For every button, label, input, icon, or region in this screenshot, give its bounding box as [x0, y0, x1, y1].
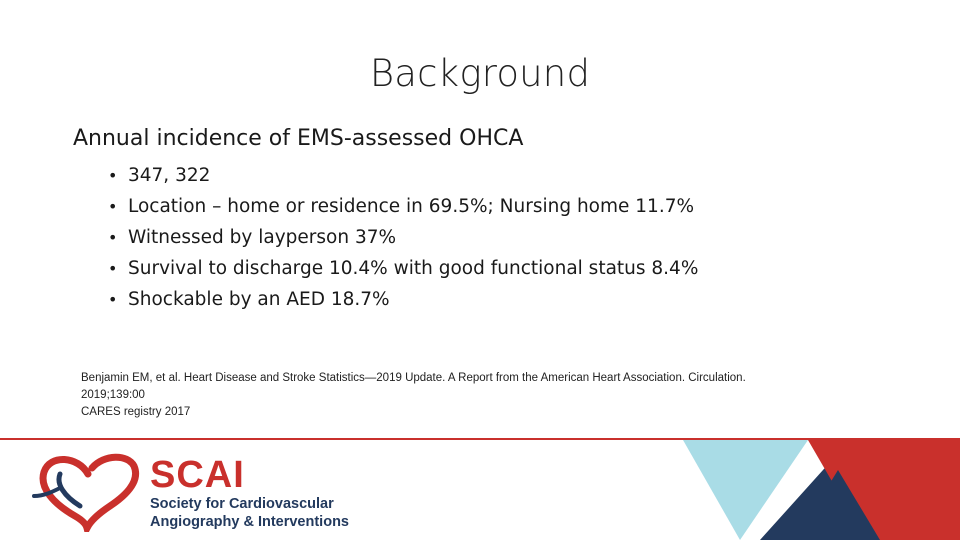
bullet-dot: •	[108, 228, 118, 247]
logo-tagline-line1: Society for Cardiovascular	[150, 496, 334, 512]
bullet-text: Witnessed by layperson 37%	[128, 227, 397, 248]
bullet-text: 347, 322	[128, 165, 211, 186]
reference-line: Benjamin EM, et al. Heart Disease and Stroke Statistics—2019 Update. A Report from the American Heart Association. Circulation.	[81, 372, 746, 384]
reference-line: CARES registry 2017	[81, 406, 191, 418]
bullet-item	[108, 284, 698, 315]
bullet-dot: •	[108, 259, 118, 278]
bullet-item	[108, 253, 698, 284]
logo-tagline-line2: Angiography & Interventions	[150, 514, 349, 530]
slide-heading: Annual incidence of EMS-assessed OHCA	[73, 126, 524, 151]
logo-wordmark: SCAI	[150, 454, 245, 496]
bullet-dot: •	[108, 290, 118, 309]
slide-title: Background	[369, 52, 591, 95]
bullet-dot: •	[108, 197, 118, 216]
bullet-text: Shockable by an AED 18.7%	[128, 289, 390, 310]
bullet-dot: •	[108, 166, 118, 185]
reference-line: 2019;139:00	[81, 389, 145, 401]
bullet-item	[108, 160, 698, 191]
bullet-item	[108, 222, 698, 253]
bullet-text: Location – home or residence in 69.5%; Nursing home 11.7%	[128, 196, 695, 217]
bullet-text: Survival to discharge 10.4% with good functional status 8.4%	[128, 258, 699, 279]
bullet-list	[108, 160, 698, 315]
bullet-item	[108, 191, 698, 222]
references	[81, 370, 841, 421]
heart-outline-icon	[30, 452, 145, 532]
